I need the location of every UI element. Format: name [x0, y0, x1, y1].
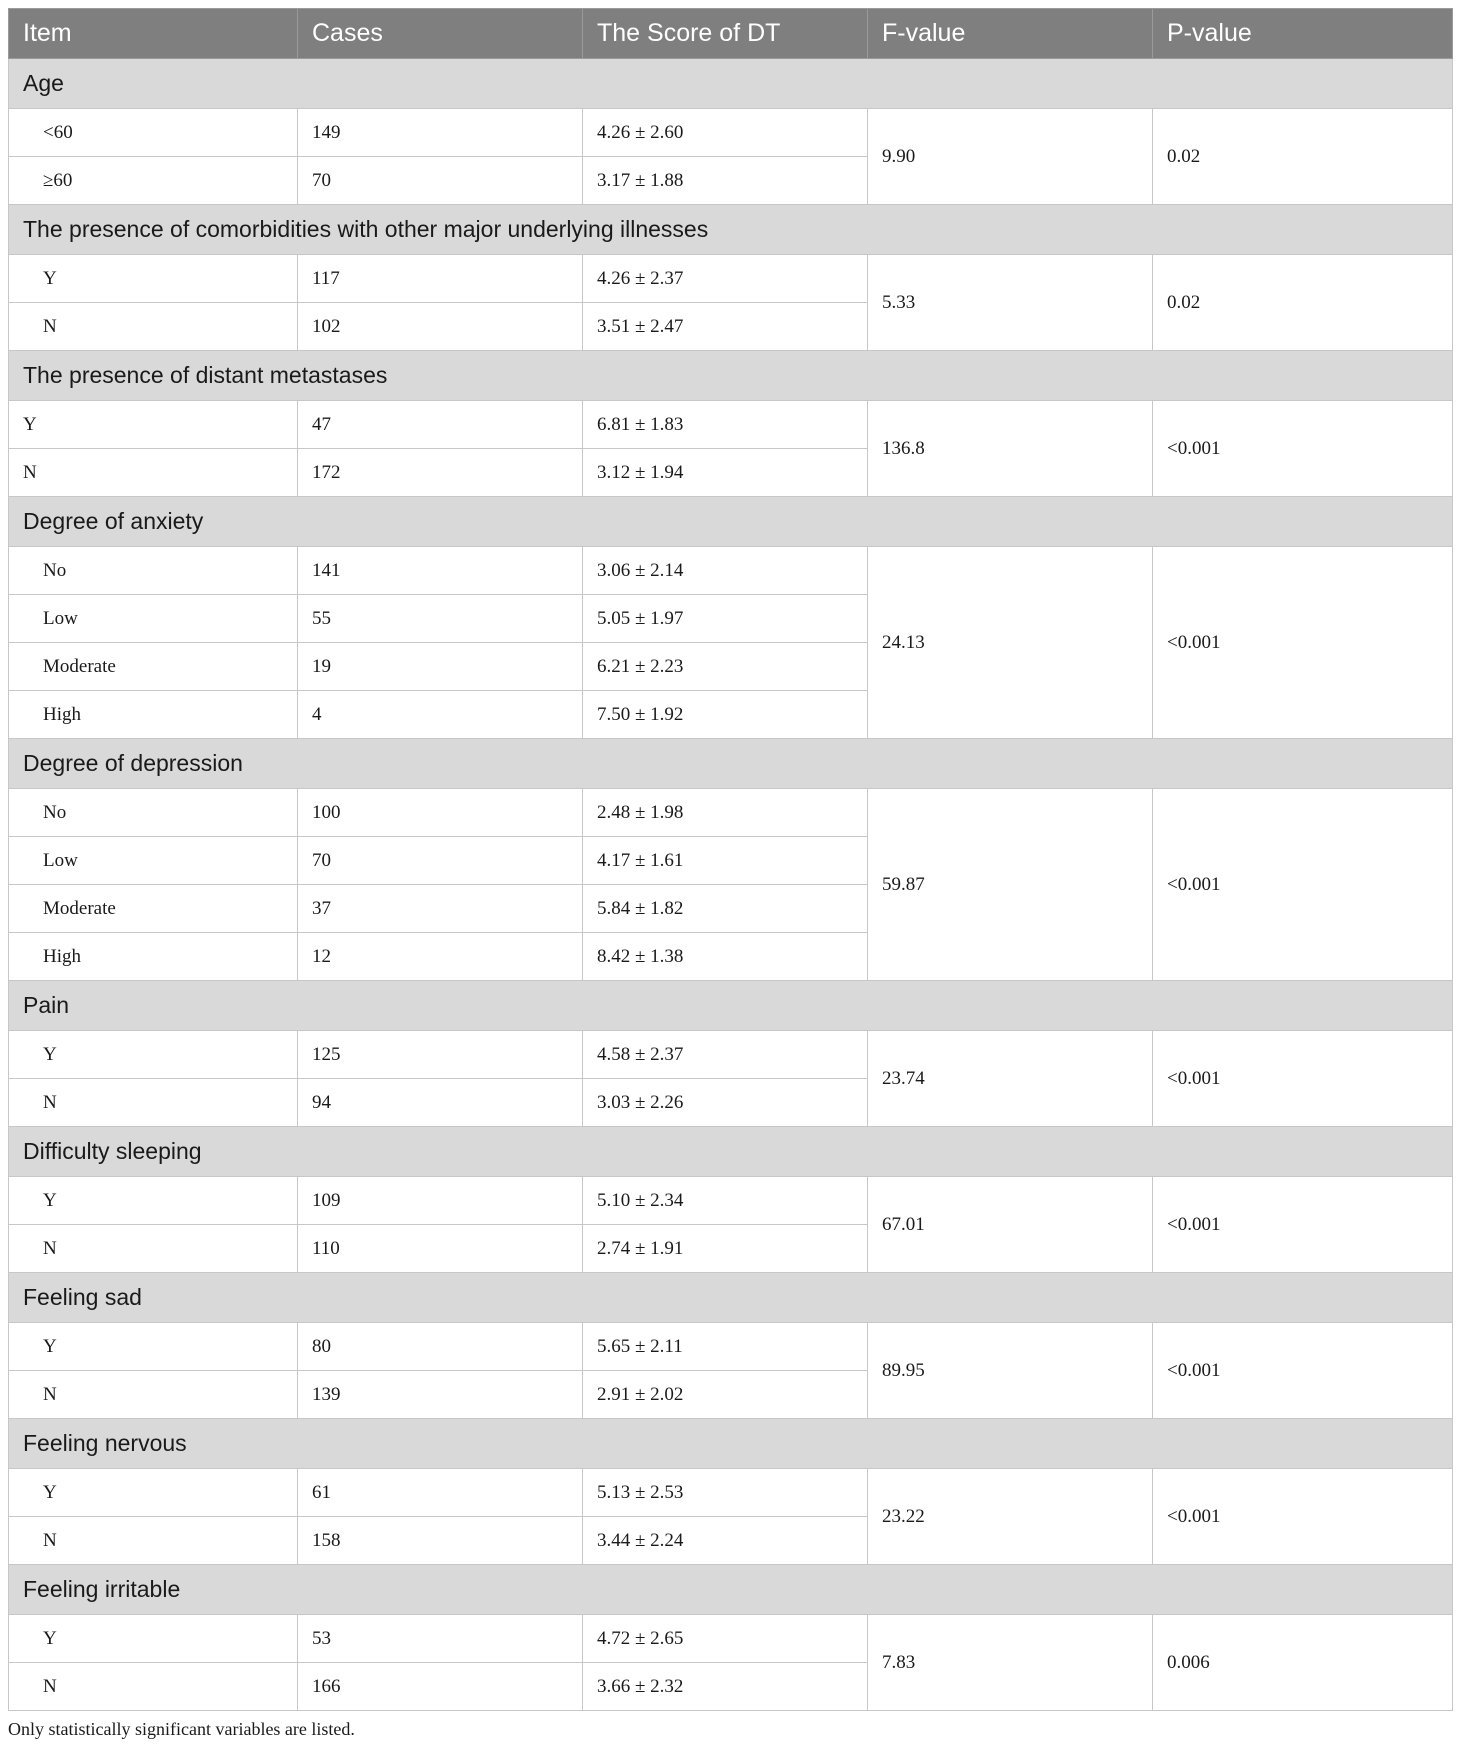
row-label: Y	[9, 1177, 298, 1225]
f-value-cell: 23.22	[868, 1469, 1153, 1565]
score-cell: 3.17 ± 1.88	[583, 157, 868, 205]
score-cell: 6.21 ± 2.23	[583, 643, 868, 691]
score-cell: 4.72 ± 2.65	[583, 1615, 868, 1663]
cases-cell: 102	[298, 303, 583, 351]
score-cell: 5.84 ± 1.82	[583, 885, 868, 933]
cases-cell: 109	[298, 1177, 583, 1225]
score-cell: 2.48 ± 1.98	[583, 789, 868, 837]
row-label: Y	[9, 1031, 298, 1079]
score-cell: 7.50 ± 1.92	[583, 691, 868, 739]
row-label: Y	[9, 1469, 298, 1517]
group-header-row	[9, 1565, 1453, 1615]
table-row	[9, 1031, 1453, 1079]
cases-cell: 166	[298, 1663, 583, 1711]
p-value-cell: <0.001	[1153, 547, 1453, 739]
row-label: N	[9, 303, 298, 351]
header-row	[9, 9, 1453, 59]
table-footnote: Only statistically significant variables are listed.	[8, 1719, 355, 1739]
f-value-cell: 9.90	[868, 109, 1153, 205]
table-row	[9, 1323, 1453, 1371]
table-row	[9, 109, 1453, 157]
score-cell: 3.66 ± 2.32	[583, 1663, 868, 1711]
group-header-row	[9, 1273, 1453, 1323]
row-label: No	[9, 789, 298, 837]
cases-cell: 172	[298, 449, 583, 497]
cases-cell: 19	[298, 643, 583, 691]
p-value-cell: <0.001	[1153, 1469, 1453, 1565]
table-row	[9, 1469, 1453, 1517]
f-value-cell: 136.8	[868, 401, 1153, 497]
cases-cell: 158	[298, 1517, 583, 1565]
group-title: Degree of depression	[9, 739, 1453, 789]
cases-cell: 117	[298, 255, 583, 303]
score-cell: 2.91 ± 2.02	[583, 1371, 868, 1419]
group-header-row	[9, 497, 1453, 547]
results-table	[8, 8, 1453, 1711]
row-label: Moderate	[9, 885, 298, 933]
score-cell: 5.65 ± 2.11	[583, 1323, 868, 1371]
score-cell: 3.06 ± 2.14	[583, 547, 868, 595]
row-label: High	[9, 691, 298, 739]
group-title: The presence of distant metastases	[9, 351, 1453, 401]
group-header-row	[9, 981, 1453, 1031]
score-cell: 4.26 ± 2.60	[583, 109, 868, 157]
p-value-cell: <0.001	[1153, 401, 1453, 497]
group-header-row	[9, 1419, 1453, 1469]
cases-cell: 141	[298, 547, 583, 595]
group-header-row	[9, 59, 1453, 109]
row-label: High	[9, 933, 298, 981]
f-value-cell: 89.95	[868, 1323, 1153, 1419]
p-value-cell: <0.001	[1153, 1031, 1453, 1127]
document	[8, 8, 1452, 1740]
cases-cell: 47	[298, 401, 583, 449]
table-row	[9, 401, 1453, 449]
group-title: Pain	[9, 981, 1453, 1031]
f-value-cell: 24.13	[868, 547, 1153, 739]
header-cases: Cases	[298, 9, 583, 59]
table-row	[9, 1177, 1453, 1225]
row-label: Low	[9, 595, 298, 643]
group-header-row	[9, 739, 1453, 789]
row-label: N	[9, 1517, 298, 1565]
cases-cell: 125	[298, 1031, 583, 1079]
row-label: N	[9, 449, 298, 497]
p-value-cell: 0.02	[1153, 109, 1453, 205]
cases-cell: 37	[298, 885, 583, 933]
score-cell: 3.12 ± 1.94	[583, 449, 868, 497]
table-header	[9, 9, 1453, 59]
cases-cell: 61	[298, 1469, 583, 1517]
group-title: The presence of comorbidities with other major underlying illnesses	[9, 205, 1453, 255]
group-header-row	[9, 205, 1453, 255]
cases-cell: 149	[298, 109, 583, 157]
row-label: N	[9, 1371, 298, 1419]
score-cell: 4.26 ± 2.37	[583, 255, 868, 303]
row-label: Y	[9, 1615, 298, 1663]
row-label: N	[9, 1225, 298, 1273]
cases-cell: 100	[298, 789, 583, 837]
score-cell: 3.51 ± 2.47	[583, 303, 868, 351]
group-title: Feeling irritable	[9, 1565, 1453, 1615]
row-label: Low	[9, 837, 298, 885]
row-label: No	[9, 547, 298, 595]
score-cell: 8.42 ± 1.38	[583, 933, 868, 981]
score-cell: 3.44 ± 2.24	[583, 1517, 868, 1565]
cases-cell: 4	[298, 691, 583, 739]
p-value-cell: <0.001	[1153, 1177, 1453, 1273]
row-label: Moderate	[9, 643, 298, 691]
score-cell: 5.10 ± 2.34	[583, 1177, 868, 1225]
row-label: <60	[9, 109, 298, 157]
f-value-cell: 23.74	[868, 1031, 1153, 1127]
cases-cell: 139	[298, 1371, 583, 1419]
f-value-cell: 5.33	[868, 255, 1153, 351]
score-cell: 6.81 ± 1.83	[583, 401, 868, 449]
f-value-cell: 59.87	[868, 789, 1153, 981]
row-label: Y	[9, 255, 298, 303]
row-label: ≥60	[9, 157, 298, 205]
group-header-row	[9, 1127, 1453, 1177]
row-label: Y	[9, 1323, 298, 1371]
group-title: Feeling sad	[9, 1273, 1453, 1323]
header-f-value: F-value	[868, 9, 1153, 59]
f-value-cell: 67.01	[868, 1177, 1153, 1273]
header-p-value: P-value	[1153, 9, 1453, 59]
row-label: N	[9, 1663, 298, 1711]
score-cell: 5.13 ± 2.53	[583, 1469, 868, 1517]
score-cell: 3.03 ± 2.26	[583, 1079, 868, 1127]
score-cell: 5.05 ± 1.97	[583, 595, 868, 643]
p-value-cell: <0.001	[1153, 789, 1453, 981]
table-row	[9, 547, 1453, 595]
header-score: The Score of DT	[583, 9, 868, 59]
p-value-cell: <0.001	[1153, 1323, 1453, 1419]
row-label: N	[9, 1079, 298, 1127]
cases-cell: 70	[298, 837, 583, 885]
cases-cell: 55	[298, 595, 583, 643]
cases-cell: 53	[298, 1615, 583, 1663]
table-body	[9, 59, 1453, 1711]
score-cell: 2.74 ± 1.91	[583, 1225, 868, 1273]
score-cell: 4.58 ± 2.37	[583, 1031, 868, 1079]
table-row	[9, 789, 1453, 837]
f-value-cell: 7.83	[868, 1615, 1153, 1711]
cases-cell: 94	[298, 1079, 583, 1127]
group-title: Degree of anxiety	[9, 497, 1453, 547]
header-item: Item	[9, 9, 298, 59]
cases-cell: 80	[298, 1323, 583, 1371]
score-cell: 4.17 ± 1.61	[583, 837, 868, 885]
group-title: Feeling nervous	[9, 1419, 1453, 1469]
group-title: Difficulty sleeping	[9, 1127, 1453, 1177]
row-label: Y	[9, 401, 298, 449]
group-header-row	[9, 351, 1453, 401]
group-title: Age	[9, 59, 1453, 109]
table-row	[9, 1615, 1453, 1663]
cases-cell: 110	[298, 1225, 583, 1273]
cases-cell: 70	[298, 157, 583, 205]
p-value-cell: 0.006	[1153, 1615, 1453, 1711]
cases-cell: 12	[298, 933, 583, 981]
table-row	[9, 255, 1453, 303]
p-value-cell: 0.02	[1153, 255, 1453, 351]
